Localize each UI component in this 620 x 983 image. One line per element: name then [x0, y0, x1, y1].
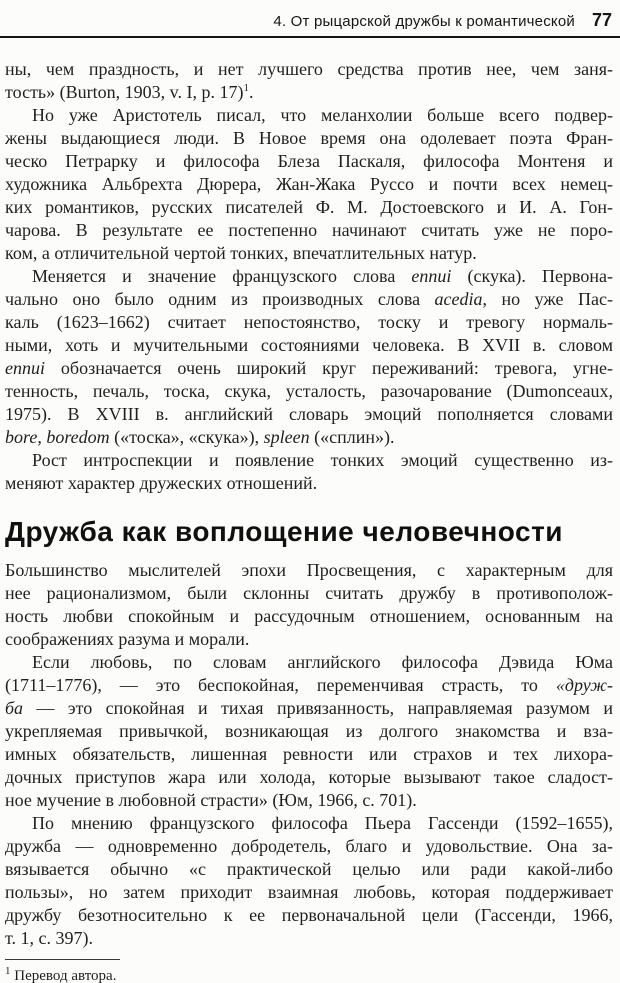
text-line: ны, чем праздность, и нет лучшего средства против нее, чем заня- [5, 59, 613, 79]
running-title: 4. От рыцарской дружбы к романтической [273, 13, 575, 30]
text-line: дочных приступов жара или холода, которые вызывают такое сладост- [5, 767, 613, 787]
text-line: чально оно было одним из производных слова acedia, но уже Пас- [5, 289, 613, 309]
text-line: тенность, печаль, тоска, скука, усталость, разочарование (Dumonceaux, [5, 381, 613, 401]
text-line: жены выдающиеся люди. В Новое время она одолевает поэта Фран- [5, 128, 613, 148]
text-line: Но уже Аристотель писал, что меланхолии больше всего подвер- [32, 105, 613, 125]
text-line: ком, а отличительной чертой тонких, впечатлительных натур. [5, 243, 477, 263]
text-line: ennui обозначается очень широкий круг переживаний: тревога, угне- [5, 358, 613, 378]
text-line: Большинство мыслителей эпохи Просвещения, с характерным для [5, 560, 613, 580]
text-line: соображениях разума и морали. [5, 629, 250, 649]
footnote-marker: 1 [5, 965, 11, 977]
text-line: меняют характер дружеских отношений. [5, 473, 318, 493]
text-line: пользы», но затем приходит взаимная любовь, которая поддерживает [5, 882, 613, 902]
text-line: дружба — одновременно добродетель, благо и удовольствие. Она за- [5, 836, 613, 856]
paragraph [5, 265, 613, 449]
text-line: ких романтиков, русских писателей Ф. М. Достоевского и И. А. Гон- [5, 197, 613, 217]
text-line: (1711–1776), — это беспокойная, переменчивая страсть, то «друж- [5, 675, 613, 695]
section-heading: Дружба как воплощение человечности [5, 516, 563, 547]
text-line: Меняется и значение французского слова ennui (скука). Первона- [32, 266, 613, 286]
footnote-rule [5, 959, 120, 960]
running-header [0, 0, 620, 31]
footnote-text: Перевод автора. [14, 968, 117, 983]
text-line: имных обязательств, лишенная ревности или страхов и тех лихора- [5, 744, 613, 764]
text-line: дружбу безотносительно к ее первоначальной цели (Гассенди, 1966, [5, 905, 613, 925]
text-line: ными, хоть и мучительными состояниями человека. В XVII в. словом [5, 335, 613, 355]
text-line: вязывается обычно «с практической целью или ради какой-либо [5, 859, 613, 879]
paragraph [5, 449, 613, 495]
text-line: ба — это спокойная и тихая привязанность, направляемая разумом и [5, 698, 613, 718]
text-line: Рост интроспекции и появление тонких эмоций существенно из- [32, 450, 613, 470]
text-line: художника Альбрехта Дюрера, Жан-Жака Руссо и почти всех немец- [5, 174, 613, 194]
text-line: По мнению французского философа Пьера Гассенди (1592–1655), [32, 813, 613, 833]
paragraph [5, 559, 613, 651]
paragraph [5, 812, 613, 950]
paragraph [5, 58, 613, 104]
text-line: т. 1, с. 397). [5, 928, 93, 948]
text-line: каль (1623–1662) считает непостоянство, тоску и тревогу нормаль- [5, 312, 613, 332]
text-line: bore, boredom («тоска», «скука»), spleen («сплин»). [5, 427, 395, 447]
text-line: ческо Петрарку и философа Блеза Паскаля, философа Монтеня и [5, 151, 613, 171]
footnote [0, 966, 620, 983]
text-line: Если любовь, по словам английского философа Дэвида Юма [32, 652, 613, 672]
text-line: тость» (Burton, 1903, v. I, p. 17)$^1$. [5, 82, 254, 102]
paragraph [5, 104, 613, 265]
text-line: ное мучение в любовной страсти» (Юм, 1966, с. 701). [5, 790, 417, 810]
page-body [0, 38, 620, 950]
text-line: укрепляемая привычкой, возникающая из долгого знакомства и вза- [5, 721, 613, 741]
paragraph [5, 651, 613, 812]
page-number: 77 [591, 10, 612, 30]
text-line: нее рационализмом, были склонны считать дружбу в противополож- [5, 583, 613, 603]
text-line: 1975). В XVIII в. английский словарь эмоций пополняется словами [5, 404, 613, 424]
text-line: ность любви спокойным и рассудочным отношением, основанным на [5, 606, 613, 626]
text-line: чарова. В результате ее постепенно начинают считать уже не поро- [5, 220, 613, 240]
